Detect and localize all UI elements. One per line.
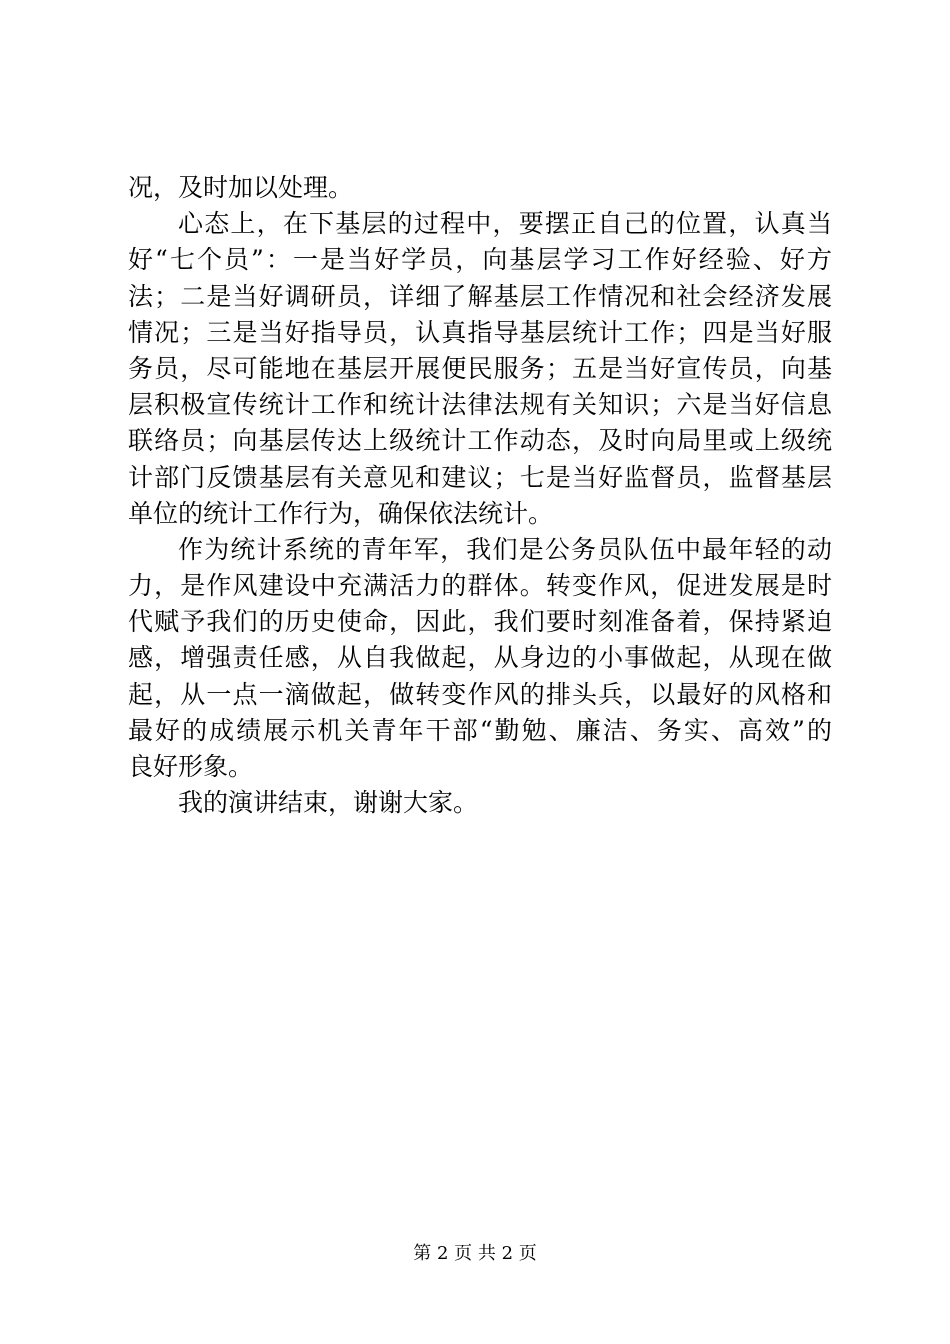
text-line: 情况；三是当好指导员，认真指导基层统计工作；四是当好服	[128, 317, 832, 347]
text-line: 力，是作风建设中充满活力的群体。转变作风，促进发展是时	[128, 571, 832, 601]
text-line: 联络员；向基层传达上级统计工作动态，及时向局里或上级统	[128, 426, 832, 456]
text-line: 作为统计系统的青年军，我们是公务员队伍中最年轻的动	[178, 534, 832, 564]
text-line: 起，从一点一滴做起，做转变作风的排头兵，以最好的风格和	[128, 679, 832, 709]
text-line: 感，增强责任感，从自我做起，从身边的小事做起，从现在做	[128, 643, 832, 673]
text-line: 我的演讲结束，谢谢大家。	[178, 788, 479, 818]
text-line: 最好的成绩展示机关青年干部“勤勉、廉洁、务实、高效”的	[128, 715, 832, 745]
text-line: 单位的统计工作行为，确保依法统计。	[128, 498, 554, 528]
text-line: 代赋予我们的历史使命，因此，我们要时刻准备着，保持紧迫	[128, 607, 832, 637]
page-footer: 第 2 页 共 2 页	[413, 1243, 537, 1264]
body-text	[128, 170, 832, 821]
text-line: 良好形象。	[128, 752, 254, 781]
text-line: 好“七个员”：一是当好学员，向基层学习工作好经验、好方	[128, 245, 832, 275]
text-line: 况，及时加以处理。	[128, 173, 354, 202]
text-line: 务员，尽可能地在基层开展便民服务；五是当好宣传员，向基	[128, 353, 832, 383]
text-line: 心态上，在下基层的过程中，要摆正自己的位置，认真当	[178, 209, 832, 239]
text-line: 层积极宣传统计工作和统计法律法规有关知识；六是当好信息	[128, 390, 832, 420]
text-line: 法；二是当好调研员，详细了解基层工作情况和社会经济发展	[128, 281, 832, 311]
text-line: 计部门反馈基层有关意见和建议；七是当好监督员，监督基层	[128, 462, 832, 492]
